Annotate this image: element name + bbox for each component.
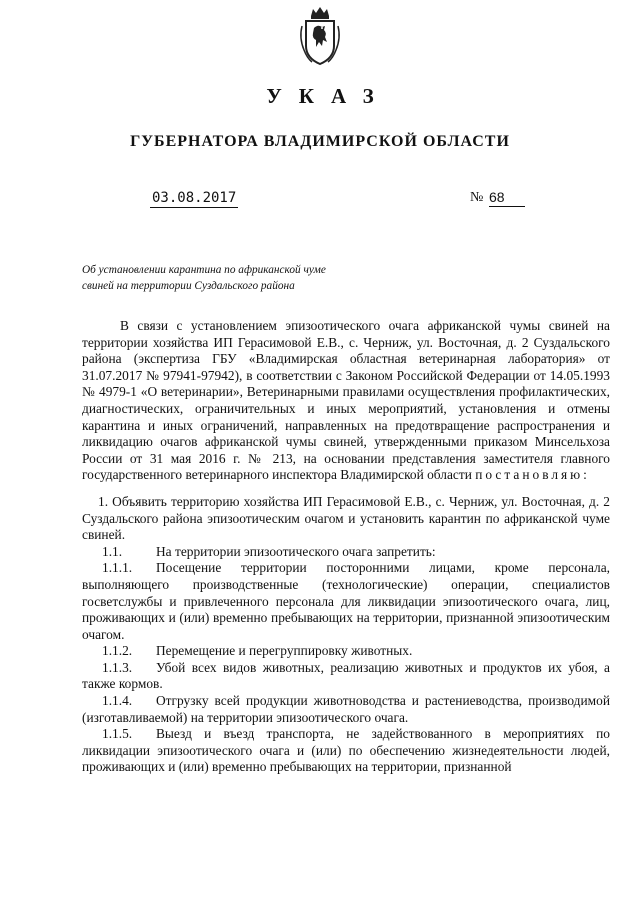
point-text: Отгрузку всей продукции животноводства и растениеводства, производимой (изготавливаемой) на территории эпизоотического очага.	[82, 693, 610, 725]
point-code: 1.1.4.	[102, 693, 133, 709]
point-text: Перемещение и перегруппировку животных.	[156, 643, 413, 659]
decree-about	[82, 262, 382, 294]
decree-number: 68	[489, 189, 525, 207]
decree-about-line: Об установлении карантина по африканской чуме	[82, 264, 326, 276]
point-text: Убой всех видов животных, реализацию животных и продуктов их убоя, а также кормов.	[82, 659, 610, 692]
point-code: 1.1.	[102, 543, 123, 559]
point-code: 1.1.5.	[102, 726, 133, 742]
coat-of-arms-icon	[298, 6, 342, 68]
preamble-text: В связи с установлением эпизоотического очага африканской чумы свиней на территории хозяйства ИП Герасимовой Е.В., с. Черниж, ул. Восточная, д. 2 Суздальского района (экспертиза ГБУ «Владимирская областная ветеринарная лаборатория» от 31.07.2017 № 97941-97942), в соответствии с Законом Российской Федерации от 14.05.1993 № 4979-1 «О ветеринарии», Ветеринарными правилами осуществления профилактических, диагностических, ограничительных и иных мероприятий, установления и отмены карантина и иных ограничений, направленных на предотвращение распространения и ликвидацию очагов африканской чумы свиней, утвержденными приказом Минсельхоза России от 31 мая 2016 г. № 213, на основании представления заместителя главного государственного ветеринарного инспектора Владимирской области	[82, 318, 610, 483]
decree-number-label: №	[470, 190, 484, 205]
point-1-1-3	[82, 660, 610, 693]
point-code: 1.1.3.	[102, 659, 133, 675]
point-1: 1. Объявить территорию хозяйства ИП Герасимовой Е.В., с. Черниж, ул. Восточная, д. 2 Суздальского района эпизоотическим очагом и установить карантин по африканской чуме свиней.	[82, 493, 610, 543]
point-1-1-5	[82, 726, 610, 776]
decree-body	[82, 318, 610, 776]
point-1-1	[82, 544, 610, 561]
point-text: Посещение территории посторонними лицами, кроме персонала, выполняющего производственные (технологические) операции, специалистов госветслужбы и привлеченного персонала для ликвидации эпизоотического очага, лиц, проживающих и (или) временно пребывающих на территории, признанной эпизоотическим очагом.	[82, 560, 610, 642]
point-text: Выезд и въезд транспорта, не задействованного в мероприятиях по ликвидации эпизоотического очага и (или) по обеспечению жизнедеятельности людей, проживающих и (или) временно пребывающих на территории, признанной	[82, 726, 610, 775]
decree-date: 03.08.2017	[152, 190, 237, 206]
point-text: На территории эпизоотического очага запретить:	[156, 543, 436, 559]
point-code: 1.1.1.	[102, 560, 133, 576]
decree-about-line: свиней на территории Суздальского района	[82, 280, 295, 292]
point-code: 1.1.2.	[102, 643, 133, 659]
decree-word: постановляю:	[475, 467, 590, 483]
point-1-1-2	[82, 643, 610, 660]
point-1-1-1	[82, 560, 610, 643]
document-subtitle: ГУБЕРНАТОРА ВЛАДИМИРСКОЙ ОБЛАСТИ	[130, 133, 510, 150]
document-title: УКАЗ	[266, 84, 391, 108]
point-1-1-4	[82, 693, 610, 726]
preamble-paragraph	[82, 318, 610, 484]
